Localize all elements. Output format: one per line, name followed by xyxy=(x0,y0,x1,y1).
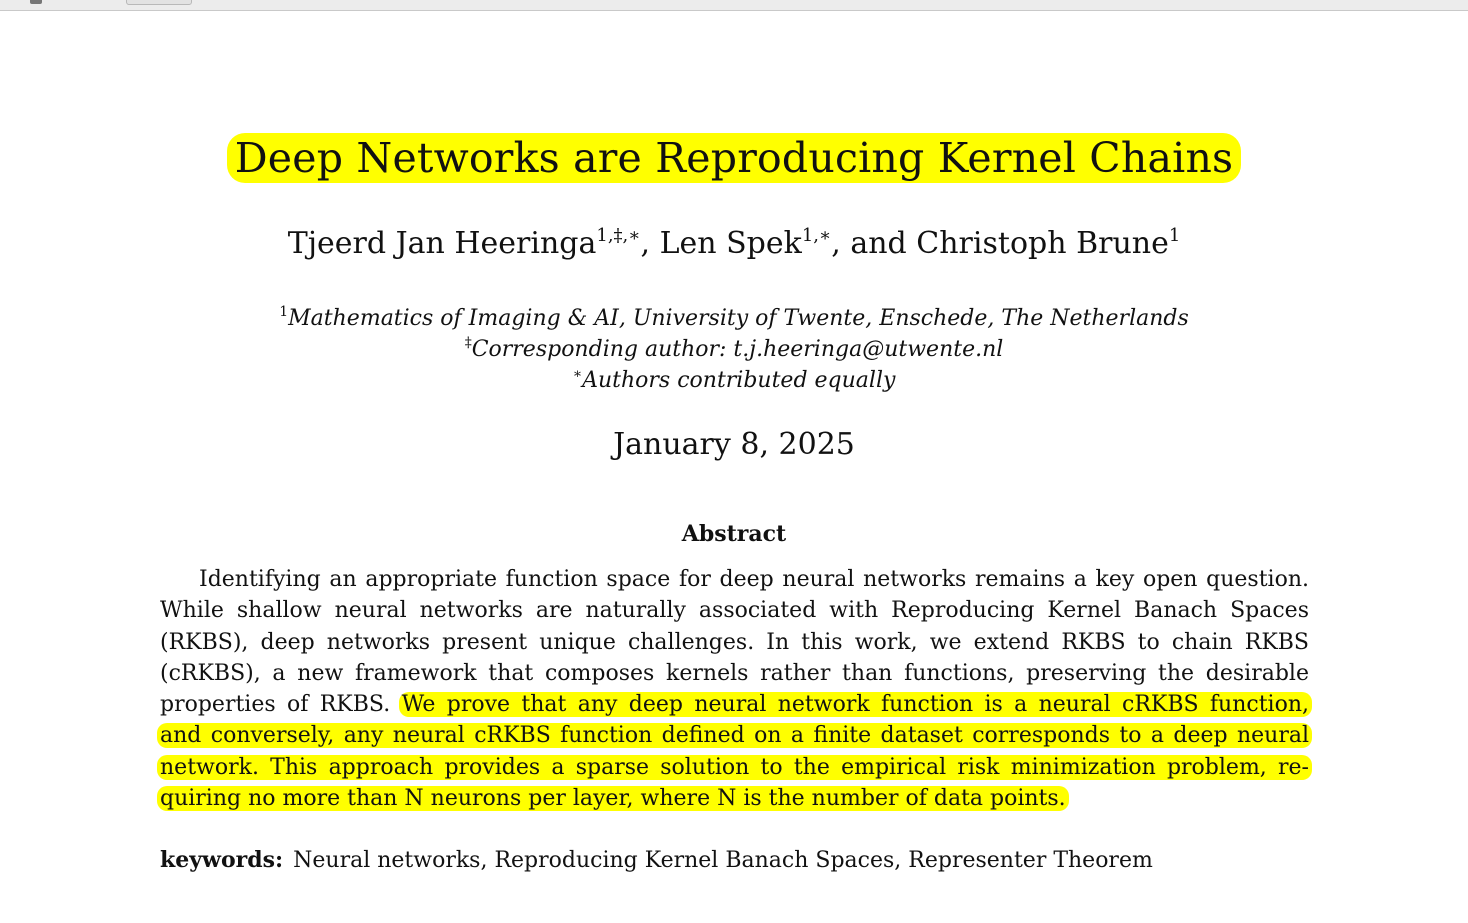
affiliation-text: Mathematics of Imaging & AI, University of Twente, Enschede, The Netherlands xyxy=(288,306,1189,331)
author-name: Christoph Brune xyxy=(916,226,1169,261)
toolbar-icon[interactable] xyxy=(30,0,42,4)
paper-date: January 8, 2025 xyxy=(613,427,855,462)
affiliation-mark: 1 xyxy=(279,304,289,320)
keywords-line xyxy=(160,845,1153,876)
affiliation-mark: ∗ xyxy=(572,366,583,382)
abstract-line-text: properties of RKBS. xyxy=(160,692,391,718)
affiliation-line xyxy=(0,303,1468,334)
abstract-line xyxy=(160,752,1309,783)
affiliation-text: Corresponding author: t.j.heeringa@utwente.nl xyxy=(471,337,1004,362)
affiliation-mark: ‡ xyxy=(464,335,472,351)
affiliation-line xyxy=(0,334,1468,365)
author-marks: 1 xyxy=(1168,225,1181,246)
viewer-toolbar xyxy=(0,0,1468,11)
abstract-line xyxy=(160,720,1309,751)
highlighted-text: We prove that any deep neural network function is a neural cRKBS function, xyxy=(399,692,1312,717)
author-list xyxy=(0,225,1468,263)
author-name: Len Spek xyxy=(659,226,802,261)
abstract-line-text: Identifying an appropriate function space for deep neural networks remains a key open question. xyxy=(199,567,1309,592)
author-marks: 1,‡,∗ xyxy=(596,225,641,246)
abstract-body xyxy=(160,564,1309,814)
affiliation-text: Authors contributed equally xyxy=(582,368,896,393)
abstract-line xyxy=(160,783,1309,814)
paper-title: Deep Networks are Reproducing Kernel Chains xyxy=(227,133,1242,183)
abstract-line-text: While shallow neural networks are naturally associated with Reproducing Kernel Banach Spaces xyxy=(160,598,1309,624)
abstract-line-text: (cRKBS), a new framework that composes kernels rather than functions, preserving the desirable xyxy=(160,660,1309,686)
abstract-line xyxy=(160,689,1309,720)
author-name: Tjeerd Jan Heeringa xyxy=(287,226,597,261)
abstract-line xyxy=(160,564,1309,595)
abstract-line xyxy=(160,595,1309,626)
abstract-line xyxy=(160,627,1309,658)
abstract-line-text: (RKBS), deep networks present unique challenges. In this work, we extend RKBS to chain RKBS xyxy=(160,629,1309,655)
abstract-line xyxy=(160,658,1309,689)
keywords-text: Neural networks, Reproducing Kernel Banach Spaces, Representer Theorem xyxy=(293,848,1153,873)
abstract-heading: Abstract xyxy=(681,521,787,547)
affiliation-line xyxy=(0,365,1468,396)
keywords-label: keywords: xyxy=(160,847,284,873)
pdf-page xyxy=(0,11,1468,923)
toolbar-button[interactable] xyxy=(126,0,192,5)
author-separator: , xyxy=(640,226,660,261)
highlighted-text: quiring no more than N neurons per layer, where N is the number of data points. xyxy=(157,786,1069,811)
author-separator: , and xyxy=(831,226,917,261)
affiliation-list xyxy=(0,303,1468,396)
highlighted-text: network. This approach provides a sparse solution to the empirical risk minimization problem, re- xyxy=(157,755,1312,780)
author-marks: 1,∗ xyxy=(801,225,832,246)
highlighted-text: and conversely, any neural cRKBS function defined on a finite dataset corresponds to a deep neural xyxy=(157,723,1312,748)
